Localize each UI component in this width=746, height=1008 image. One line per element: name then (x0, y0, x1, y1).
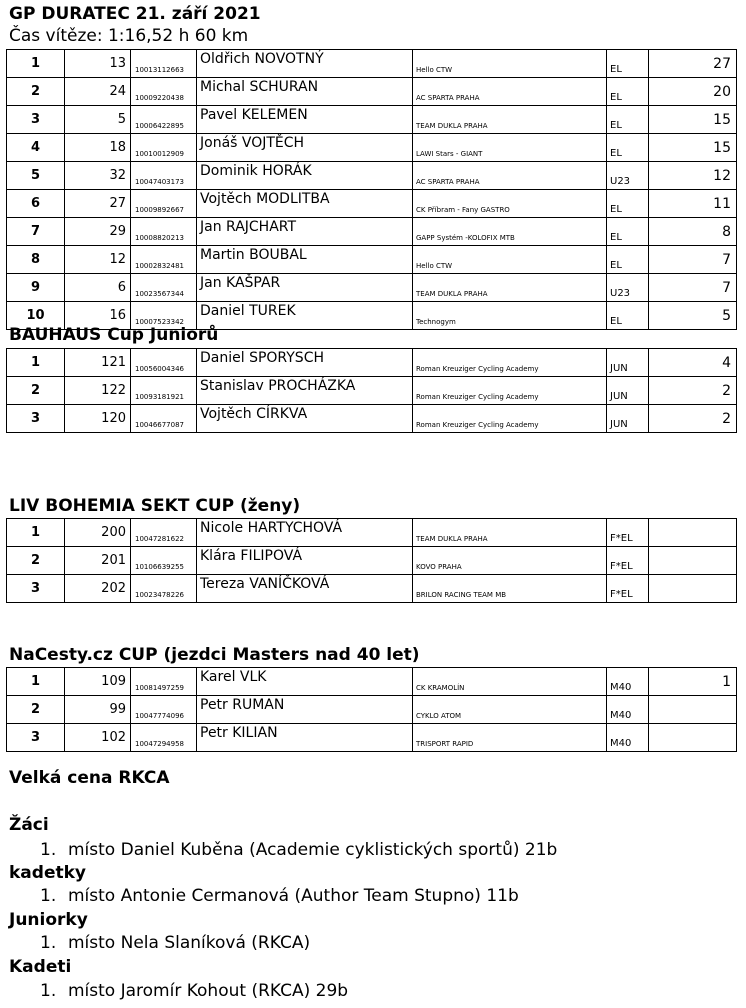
list-text: místo Antonie Cermanová (Author Team Stupno) 11b (68, 886, 519, 906)
license-id: 10093181921 (131, 377, 197, 405)
team-name: Roman Kreuziger Cycling Academy (413, 349, 607, 377)
points: 8 (649, 218, 737, 246)
team-name: GAPP Systém -KOLOFIX MTB (413, 218, 607, 246)
result-position: 2 (7, 696, 65, 724)
result-position: 1 (7, 668, 65, 696)
bib-number: 120 (65, 405, 131, 433)
rkca-group-title: Juniorky (9, 910, 88, 930)
table-row (7, 274, 737, 302)
table-row (7, 190, 737, 218)
result-position: 2 (7, 377, 65, 405)
category: EL (607, 190, 649, 218)
points: 1 (649, 668, 737, 696)
table-row (7, 78, 737, 106)
team-name: Roman Kreuziger Cycling Academy (413, 405, 607, 433)
table-row (7, 668, 737, 696)
rider-name: Michal SCHURAN (197, 78, 413, 106)
team-name: Hello CTW (413, 246, 607, 274)
table-row (7, 162, 737, 190)
results-table-liv (6, 518, 737, 603)
license-id: 10081497259 (131, 668, 197, 696)
result-position: 1 (7, 519, 65, 547)
table-row (7, 106, 737, 134)
category: F*EL (607, 547, 649, 575)
rider-name: Stanislav PROCHÁZKA (197, 377, 413, 405)
section-heading-bauhaus: BAUHAUS Cup Juniorů (9, 325, 219, 345)
result-position: 4 (7, 134, 65, 162)
table-row (7, 547, 737, 575)
list-number: 1. (40, 886, 57, 906)
license-id: 10056004346 (131, 349, 197, 377)
license-id: 10002832481 (131, 246, 197, 274)
table-row (7, 519, 737, 547)
list-text: místo Daniel Kuběna (Academie cyklistických sportů) 21b (68, 840, 558, 860)
category: JUN (607, 405, 649, 433)
license-id: 10010012909 (131, 134, 197, 162)
result-position: 7 (7, 218, 65, 246)
bib-number: 200 (65, 519, 131, 547)
points: 4 (649, 349, 737, 377)
list-text: místo Nela Slaníková (RKCA) (68, 933, 311, 953)
results-table-bauhaus (6, 348, 737, 433)
category: EL (607, 134, 649, 162)
bib-number: 122 (65, 377, 131, 405)
rkca-group-title: kadetky (9, 863, 86, 883)
rider-name: Daniel SPORYSCH (197, 349, 413, 377)
category: EL (607, 78, 649, 106)
license-id: 10047294958 (131, 724, 197, 752)
team-name: CK KRAMOLÍN (413, 668, 607, 696)
bib-number: 13 (65, 50, 131, 78)
list-number: 1. (40, 933, 57, 953)
table-row (7, 696, 737, 724)
section-heading-liv: LIV BOHEMIA SEKT CUP (ženy) (9, 496, 301, 516)
points (649, 724, 737, 752)
table-row (7, 134, 737, 162)
team-name: LAWI Stars - GIANT (413, 134, 607, 162)
bib-number: 109 (65, 668, 131, 696)
rider-name: Karel VLK (197, 668, 413, 696)
rider-name: Jan RAJCHART (197, 218, 413, 246)
rider-name: Jonáš VOJTĚCH (197, 134, 413, 162)
rkca-list-item (40, 840, 557, 860)
race-subtitle: Čas vítěze: 1:16,52 h 60 km (9, 26, 249, 46)
table-row (7, 377, 737, 405)
category: EL (607, 50, 649, 78)
bib-number: 102 (65, 724, 131, 752)
license-id: 10046677087 (131, 405, 197, 433)
rider-name: Petr RUMAN (197, 696, 413, 724)
rider-name: Jan KAŠPAR (197, 274, 413, 302)
rkca-list-item (40, 886, 519, 906)
team-name: Technogym (413, 302, 607, 330)
result-position: 6 (7, 190, 65, 218)
list-number: 1. (40, 840, 57, 860)
bib-number: 24 (65, 78, 131, 106)
license-id: 10013112663 (131, 50, 197, 78)
points (649, 547, 737, 575)
rider-name: Tereza VANÍČKOVÁ (197, 575, 413, 603)
table-row (7, 302, 737, 330)
category: U23 (607, 162, 649, 190)
race-title: GP DURATEC 21. září 2021 (9, 4, 261, 24)
table-row (7, 50, 737, 78)
category: F*EL (607, 519, 649, 547)
result-position: 8 (7, 246, 65, 274)
category: M40 (607, 696, 649, 724)
rkca-list-item (40, 933, 310, 953)
license-id: 10106639255 (131, 547, 197, 575)
result-position: 10 (7, 302, 65, 330)
list-number: 1. (40, 981, 57, 1001)
table-row (7, 405, 737, 433)
result-position: 2 (7, 547, 65, 575)
category: JUN (607, 377, 649, 405)
result-position: 3 (7, 405, 65, 433)
result-position: 3 (7, 724, 65, 752)
license-id: 10047774096 (131, 696, 197, 724)
bib-number: 99 (65, 696, 131, 724)
rkca-list-item (40, 981, 348, 1001)
rider-name: Vojtěch MODLITBA (197, 190, 413, 218)
bib-number: 27 (65, 190, 131, 218)
category: EL (607, 246, 649, 274)
table-row (7, 218, 737, 246)
points: 15 (649, 134, 737, 162)
rkca-group-title: Kadeti (9, 957, 72, 977)
category: U23 (607, 274, 649, 302)
points: 15 (649, 106, 737, 134)
bib-number: 201 (65, 547, 131, 575)
license-id: 10009220438 (131, 78, 197, 106)
points: 7 (649, 274, 737, 302)
team-name: TEAM DUKLA PRAHA (413, 519, 607, 547)
points: 11 (649, 190, 737, 218)
license-id: 10023567344 (131, 274, 197, 302)
license-id: 10047403173 (131, 162, 197, 190)
team-name: Roman Kreuziger Cycling Academy (413, 377, 607, 405)
license-id: 10047281622 (131, 519, 197, 547)
category: EL (607, 106, 649, 134)
result-position: 2 (7, 78, 65, 106)
bib-number: 29 (65, 218, 131, 246)
table-row (7, 724, 737, 752)
category: EL (607, 218, 649, 246)
result-position: 1 (7, 50, 65, 78)
bib-number: 32 (65, 162, 131, 190)
rider-name: Vojtěch CÍRKVA (197, 405, 413, 433)
team-name: KOVO PRAHA (413, 547, 607, 575)
license-id: 10008820213 (131, 218, 197, 246)
points: 7 (649, 246, 737, 274)
rkca-group-title: Žáci (9, 815, 49, 835)
results-table-main (6, 49, 737, 330)
category: EL (607, 302, 649, 330)
license-id: 10006422895 (131, 106, 197, 134)
bib-number: 18 (65, 134, 131, 162)
license-id: 10009892667 (131, 190, 197, 218)
team-name: TEAM DUKLA PRAHA (413, 274, 607, 302)
points: 12 (649, 162, 737, 190)
team-name: TEAM DUKLA PRAHA (413, 106, 607, 134)
points (649, 519, 737, 547)
category: M40 (607, 668, 649, 696)
category: M40 (607, 724, 649, 752)
bib-number: 5 (65, 106, 131, 134)
team-name: AC SPARTA PRAHA (413, 162, 607, 190)
team-name: TRISPORT RAPID (413, 724, 607, 752)
result-position: 9 (7, 274, 65, 302)
category: JUN (607, 349, 649, 377)
points (649, 696, 737, 724)
table-row (7, 246, 737, 274)
table-row (7, 575, 737, 603)
license-id: 10007523342 (131, 302, 197, 330)
bib-number: 121 (65, 349, 131, 377)
category: F*EL (607, 575, 649, 603)
list-text: místo Jaromír Kohout (RKCA) 29b (68, 981, 349, 1001)
points: 2 (649, 405, 737, 433)
team-name: Hello CTW (413, 50, 607, 78)
section-heading-nacesty: NaCesty.cz CUP (jezdci Masters nad 40 let) (9, 645, 420, 665)
team-name: CYKLO ATOM (413, 696, 607, 724)
license-id: 10023478226 (131, 575, 197, 603)
bib-number: 202 (65, 575, 131, 603)
result-position: 5 (7, 162, 65, 190)
team-name: CK Příbram - Fany GASTRO (413, 190, 607, 218)
points: 27 (649, 50, 737, 78)
bib-number: 12 (65, 246, 131, 274)
points: 2 (649, 377, 737, 405)
rider-name: Klára FILIPOVÁ (197, 547, 413, 575)
team-name: BRILON RACING TEAM MB (413, 575, 607, 603)
bib-number: 16 (65, 302, 131, 330)
result-position: 3 (7, 575, 65, 603)
result-position: 1 (7, 349, 65, 377)
team-name: AC SPARTA PRAHA (413, 78, 607, 106)
bib-number: 6 (65, 274, 131, 302)
rider-name: Petr KILIAN (197, 724, 413, 752)
results-table-nacesty (6, 667, 737, 752)
points: 20 (649, 78, 737, 106)
rider-name: Oldřich NOVOTNÝ (197, 50, 413, 78)
rider-name: Pavel KELEMEN (197, 106, 413, 134)
result-position: 3 (7, 106, 65, 134)
rider-name: Nicole HARTYCHOVÁ (197, 519, 413, 547)
rkca-heading: Velká cena RKCA (9, 768, 170, 788)
points (649, 575, 737, 603)
table-row (7, 349, 737, 377)
rider-name: Dominik HORÁK (197, 162, 413, 190)
points: 5 (649, 302, 737, 330)
rider-name: Martin BOUBAL (197, 246, 413, 274)
rider-name: Daniel TUREK (197, 302, 413, 330)
